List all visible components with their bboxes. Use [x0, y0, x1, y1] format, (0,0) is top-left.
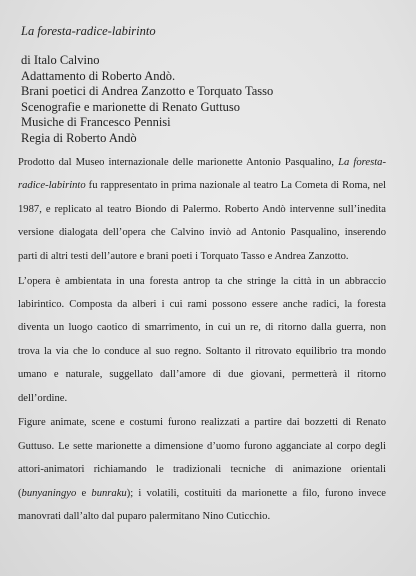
- credit-music: Musiche di Francesco Pennisi: [21, 115, 171, 129]
- paragraph-text: e: [76, 487, 92, 499]
- paragraph-setting: [18, 270, 386, 410]
- credit-scenography: Scenografie e marionette di Renato Guttuso: [21, 99, 241, 114]
- credit-author: di Italo Calvino: [21, 53, 100, 67]
- credits-block: [21, 53, 273, 146]
- paragraph-text: ); i volatili, costituiti da marionette a filo, furono invece manovrati dall’alto dal puparo palermitano Nino Cuticchio.: [18, 487, 386, 523]
- credit-adaptation: Adattamento di Roberto Andò.: [21, 68, 176, 83]
- paragraph-text: Figure animate, scene e costumi furono realizzati a partire dai bozzetti di Renato Guttuso. Le sette marionette a dimensione d’uomo furono agganciate al corpo degli attori-animatori richiamando le tradizionali tecniche di animazione orientali (: [18, 417, 386, 499]
- paragraph-text: L’opera è ambientata in una foresta antrop ta che stringe la città in un abbraccio labirintico. Composta da alberi i cui rami possono essere anche radici, la foresta diventa un luogo caotico di smarrimento, in cui un re, di ritorno dalla guerra, non trova la via che lo conduce al suo regno. Soltanto il ritrovato equilibrio tra mondo umano e naturale, suggellato dall’amore di due giovani, permetterà il ritorno dell’ordine.: [18, 275, 386, 404]
- credit-direction: Regia di Roberto Andò: [21, 130, 137, 145]
- paragraph-text: Prodotto dal Museo internazionale delle marionette Antonio Pasqualino,: [18, 157, 339, 168]
- term-bunraku: bunraku: [91, 487, 127, 499]
- paragraph-production: [18, 151, 386, 268]
- body-text: [18, 151, 386, 530]
- paragraph-text: fu rappresentato in prima nazionale al teatro La Cometa di Roma, nel 1987, e replicato al teatro Biondo di Palermo. Roberto Andò intervenne sull’inedita versione dialogata dell’opera che Calvino inviò ad Antonio Pasqualino, inserendo parti di altri testi dell’autore e brani poeti i Torquato Tasso e Andrea Zanzotto.: [18, 180, 386, 262]
- term-bunyaningyo: bunyaningyo: [21, 487, 77, 499]
- paragraph-puppets: [18, 411, 386, 528]
- document-title: La foresta-radice-labirinto: [21, 24, 156, 38]
- work-title: La foresta-radice-labirinto: [18, 157, 386, 192]
- credit-poetry: Brani poetici di Andrea Zanzotto e Torquato Tasso: [21, 84, 274, 98]
